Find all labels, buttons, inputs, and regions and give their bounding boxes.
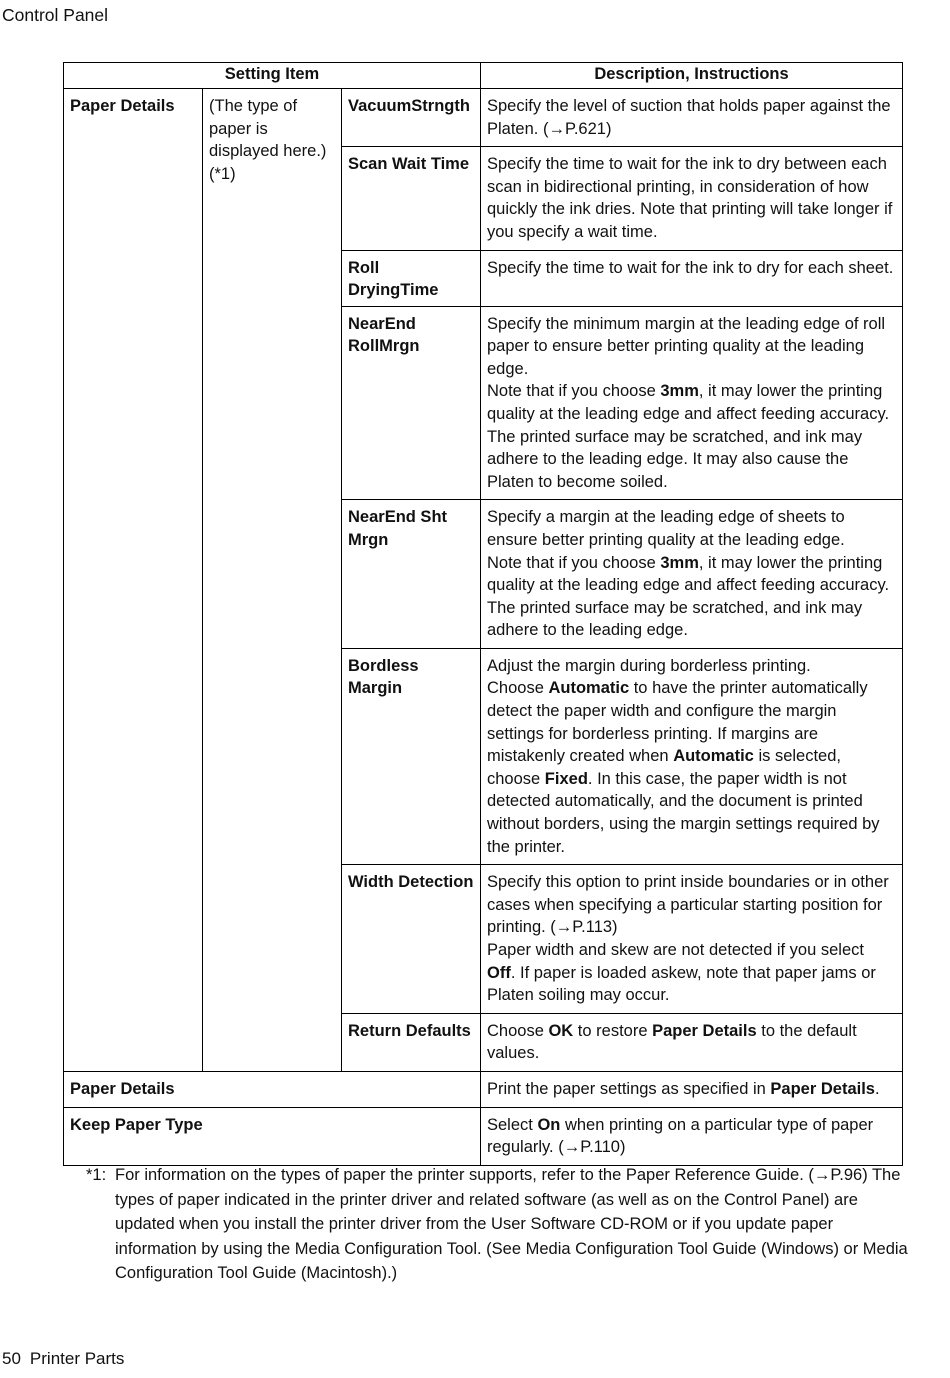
setting-item-cell: Keep Paper Type bbox=[64, 1107, 481, 1165]
table-body bbox=[64, 89, 903, 1166]
description-cell bbox=[481, 865, 903, 1014]
desc-text: Specify the level of suction that holds paper against the Platen. (→P.621) bbox=[487, 97, 891, 138]
col-desc-header: Description, Instructions bbox=[481, 63, 903, 89]
desc-text: Specify a margin at the leading edge of sheets to ensure better printing quality at the leading edge. bbox=[487, 508, 845, 549]
desc-bold-term: Fixed bbox=[544, 769, 588, 788]
description-cell bbox=[481, 1107, 903, 1165]
page-number: 50 bbox=[2, 1349, 21, 1368]
settings-table bbox=[63, 62, 903, 1166]
desc-text: Specify this option to print inside boundaries or in other cases when specifying a particular starting position for printing. (→P.113) bbox=[487, 873, 889, 937]
desc-text: Note that if you choose bbox=[487, 553, 661, 572]
desc-text: . bbox=[874, 1079, 880, 1098]
desc-bold-term: 3mm bbox=[660, 382, 699, 401]
page-footer bbox=[2, 1348, 124, 1370]
setting-item-cell: Return Defaults bbox=[342, 1013, 481, 1071]
desc-text: Adjust the margin during borderless printing. bbox=[487, 656, 811, 675]
setting-item-cell: VacuumStrngth bbox=[342, 89, 481, 147]
desc-bold-term: Paper Details bbox=[652, 1021, 757, 1040]
desc-bold-term: 3mm bbox=[660, 553, 699, 572]
description-cell bbox=[481, 89, 903, 147]
group-sub-cell: (The type of paper is displayed here.)(*1) bbox=[203, 89, 342, 1072]
desc-text: , it may lower the printing quality at the leading edge and affect feeding accuracy. The printed surface may be scratched, and ink may adhere to the leading edge. bbox=[487, 553, 890, 640]
table-row bbox=[64, 1107, 903, 1165]
setting-item-cell: Width Detection bbox=[342, 865, 481, 1014]
description-cell bbox=[481, 500, 903, 649]
desc-text: when printing on a particular type of paper regularly. (→P.110) bbox=[487, 1115, 874, 1157]
desc-bold-term: Automatic bbox=[548, 679, 630, 698]
desc-text: Specify the time to wait for the ink to dry between each scan in bidirectional printing, in consideration of how quickly the ink dries. Note that printing will take longer if you specify a wait time. bbox=[487, 155, 893, 241]
desc-text: Select bbox=[487, 1115, 538, 1134]
group-label-cell: Paper Details bbox=[64, 89, 203, 1072]
description-cell bbox=[481, 147, 903, 250]
setting-item-cell: Bordless Margin bbox=[342, 648, 481, 864]
setting-item-cell: NearEnd Sht Mrgn bbox=[342, 500, 481, 649]
desc-text: Choose bbox=[487, 1021, 549, 1040]
desc-text: to have the printer automatically detect the paper width and configure the margin settings for borderless printing. If margins are mistakenly created when bbox=[487, 679, 868, 766]
desc-text: Print the paper settings as specified in bbox=[487, 1079, 771, 1098]
description-cell bbox=[481, 648, 903, 864]
description-cell bbox=[481, 1071, 903, 1107]
footnote-text: For information on the types of paper the printer supports, refer to the Paper Reference Guide. (→P.96) The types of paper indicated in the printer driver and related software (as well as on the Control Panel) are updated when you install the printer driver from the User Software CD-ROM or if you update paper information by using the Media Configuration Tool. (See Media Configuration Tool Guide (Windows) or Media Configuration Tool Guide (Macintosh).) bbox=[115, 1166, 908, 1282]
desc-text: . If paper is loaded askew, note that paper jams or Platen soiling may occur. bbox=[487, 963, 876, 1005]
desc-bold-term: Paper Details bbox=[770, 1079, 875, 1098]
setting-item-cell: Paper Details bbox=[64, 1071, 481, 1107]
page-header: Control Panel bbox=[2, 5, 109, 25]
setting-item-cell: NearEnd RollMrgn bbox=[342, 306, 481, 500]
desc-text: . In this case, the paper width is not detected automatically, and the document is printed without borders, using the margin settings required by the printer. bbox=[487, 769, 880, 856]
desc-text: Choose bbox=[487, 679, 549, 698]
table-header-row bbox=[64, 63, 903, 89]
desc-bold-term: Automatic bbox=[673, 747, 754, 766]
description-cell bbox=[481, 1013, 903, 1071]
desc-text: to restore bbox=[573, 1021, 653, 1040]
desc-text: , it may lower the printing quality at the leading edge and affect feeding accuracy. The printed surface may be scratched, and ink may adhere to the leading edge. It may also cause the Platen to become soiled. bbox=[487, 382, 890, 491]
desc-text: Specify the minimum margin at the leading edge of roll paper to ensure better printing quality at the leading edge. bbox=[487, 314, 886, 378]
desc-bold-term: OK bbox=[548, 1021, 574, 1040]
description-cell bbox=[481, 306, 903, 500]
footer-section: Printer Parts bbox=[29, 1349, 125, 1368]
desc-text: Specify the time to wait for the ink to dry for each sheet. bbox=[487, 258, 894, 277]
desc-bold-term: On bbox=[537, 1115, 561, 1134]
description-cell bbox=[481, 250, 903, 306]
desc-text: to the default values. bbox=[487, 1021, 857, 1063]
setting-item-cell: Scan Wait Time bbox=[342, 147, 481, 250]
footnote bbox=[86, 1163, 916, 1286]
desc-text: Note that if you choose bbox=[487, 382, 661, 401]
desc-bold-term: Off bbox=[487, 963, 511, 982]
table-row bbox=[64, 89, 903, 147]
footnote-mark: *1: bbox=[86, 1166, 107, 1184]
table-row bbox=[64, 1071, 903, 1107]
desc-text: Paper width and skew are not detected if you select bbox=[487, 941, 864, 959]
setting-item-cell: Roll DryingTime bbox=[342, 250, 481, 306]
col-setting-header: Setting Item bbox=[64, 63, 481, 89]
desc-text: is selected, choose bbox=[487, 747, 841, 788]
